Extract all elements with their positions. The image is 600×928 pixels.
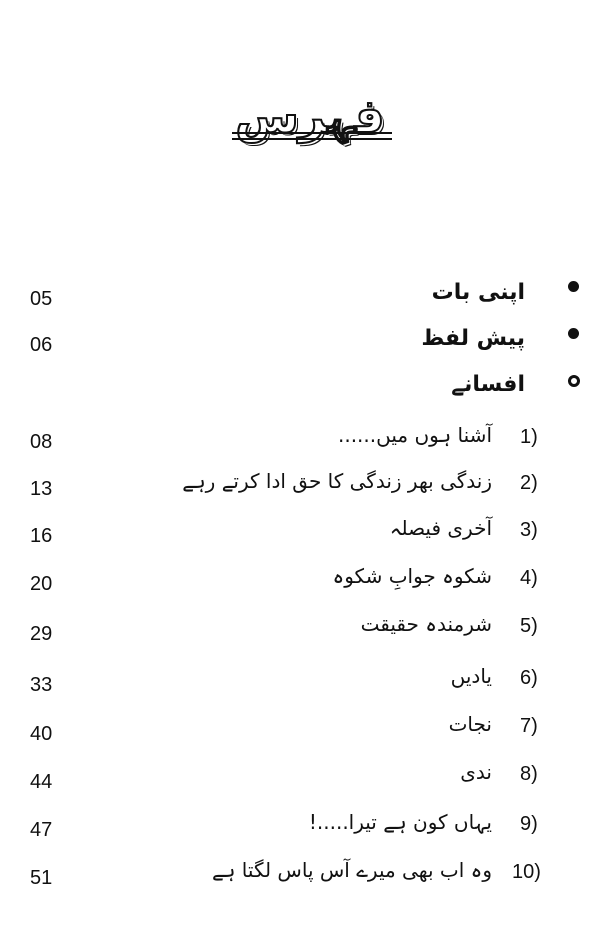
story-number: 10) bbox=[512, 861, 541, 883]
page-number: 13 bbox=[30, 478, 53, 500]
page-number: 20 bbox=[30, 573, 53, 595]
story-number: 8) bbox=[520, 763, 538, 785]
story-title: نجات bbox=[448, 712, 492, 736]
section-label: افسانے bbox=[451, 372, 525, 397]
story-number: 6) bbox=[520, 667, 538, 689]
story-title: وہ اب بھی میرے آس پاس لگتا ہے bbox=[212, 858, 492, 882]
page-number: 40 bbox=[30, 723, 53, 745]
bullet-ring-icon bbox=[568, 375, 580, 387]
story-title: آشنا ہوں میں...... bbox=[337, 423, 492, 447]
story-title: شرمندہ حقیقت bbox=[360, 612, 492, 636]
page-number: 51 bbox=[30, 867, 53, 889]
story-number: 9) bbox=[520, 813, 538, 835]
page-number: 47 bbox=[30, 819, 53, 841]
story-number: 1) bbox=[520, 426, 538, 448]
section-label: پیش لفظ bbox=[421, 326, 525, 351]
story-title: ندی bbox=[460, 760, 492, 784]
story-number: 5) bbox=[520, 615, 538, 637]
story-title: یہاں کون ہے تیرا.....! bbox=[308, 810, 492, 834]
page-number: 08 bbox=[30, 431, 53, 453]
story-number: 4) bbox=[520, 567, 538, 589]
story-title: زندگی بھر زندگی کا حق ادا کرتے رہے bbox=[182, 469, 492, 493]
title-ornament bbox=[232, 132, 392, 140]
page-number: 06 bbox=[30, 334, 53, 356]
page-number: 16 bbox=[30, 525, 53, 547]
story-number: 3) bbox=[520, 519, 538, 541]
page-number: 33 bbox=[30, 674, 53, 696]
story-number: 7) bbox=[520, 715, 538, 737]
page-number: 29 bbox=[30, 623, 53, 645]
story-title: شکوہ جوابِ شکوہ bbox=[332, 564, 492, 588]
story-title: آخری فیصلہ bbox=[389, 516, 492, 540]
page-number: 05 bbox=[30, 288, 53, 310]
page-title: فہرس bbox=[235, 89, 385, 143]
bullet-icon bbox=[568, 281, 579, 292]
page-number: 44 bbox=[30, 771, 53, 793]
story-number: 2) bbox=[520, 472, 538, 494]
section-label: اپنی بات bbox=[431, 280, 525, 305]
story-title: یادیں bbox=[450, 664, 492, 688]
bullet-icon bbox=[568, 328, 579, 339]
